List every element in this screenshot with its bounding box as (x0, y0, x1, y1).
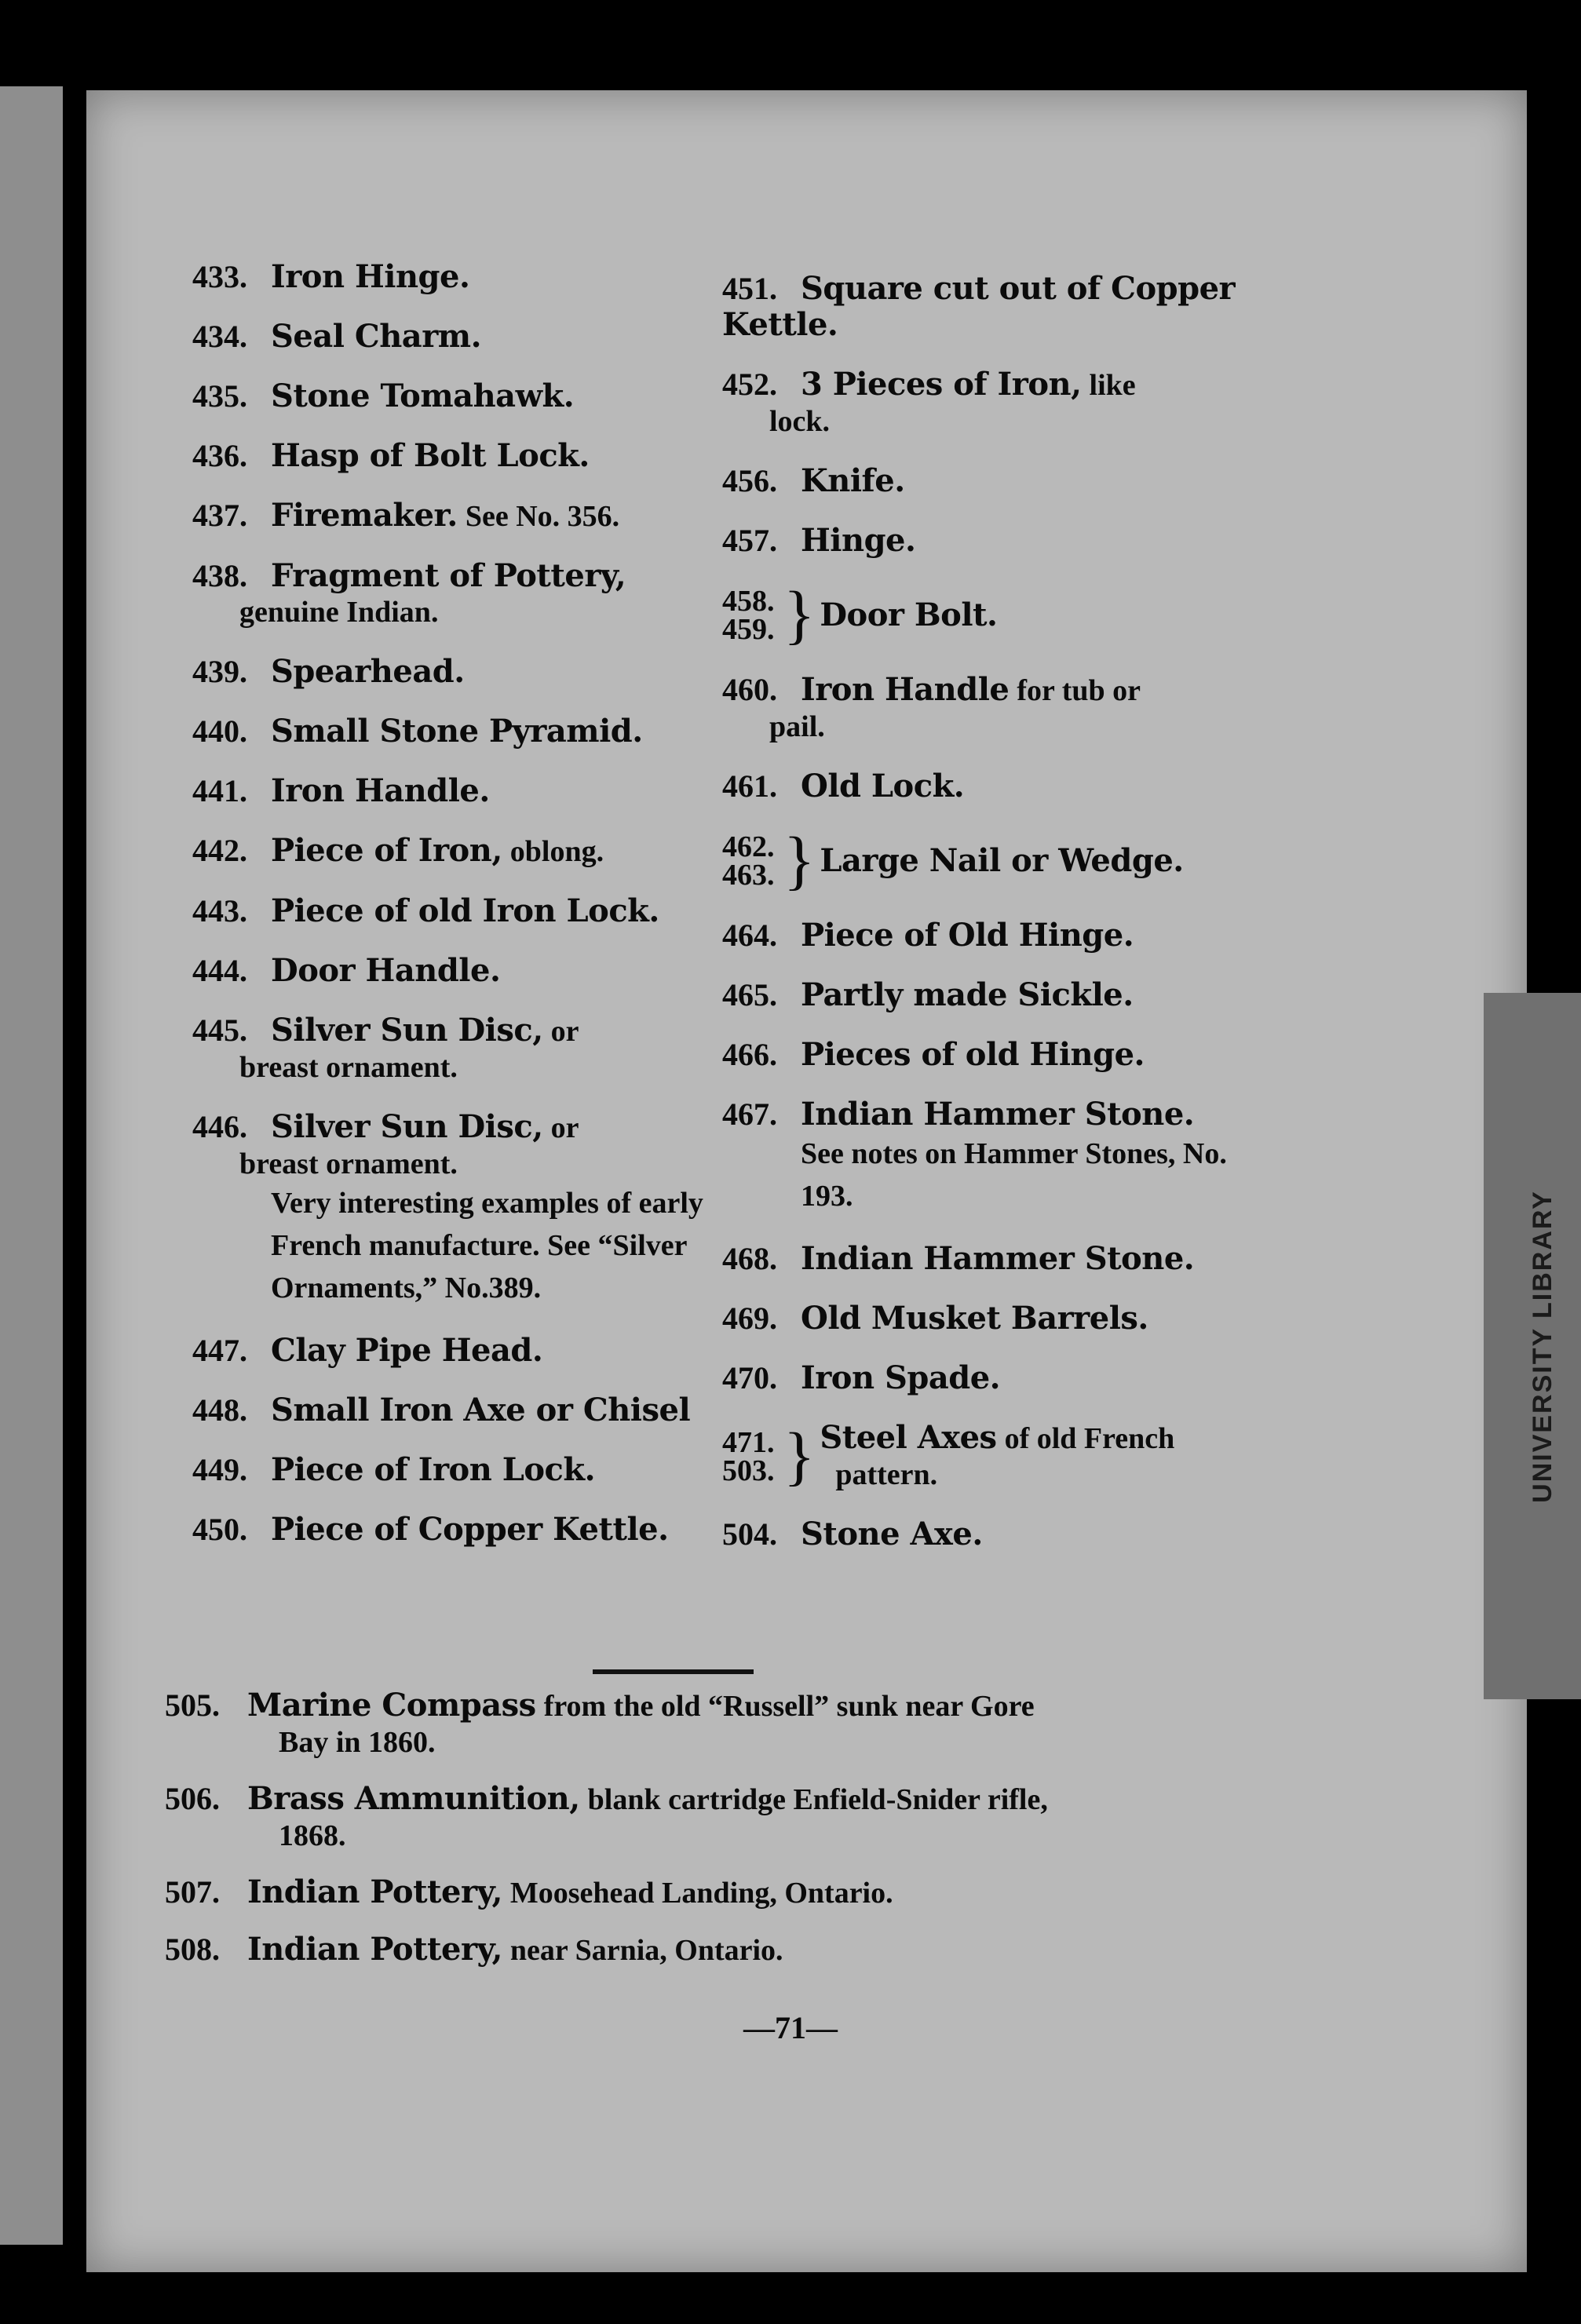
group-body (820, 843, 1183, 879)
entry-description: oblong. (509, 835, 604, 868)
entry-name: Stone Axe. (801, 1516, 983, 1552)
section-divider (593, 1669, 754, 1674)
entry-name: Hasp of Bolt Lock. (271, 437, 590, 474)
entry-name: Piece of Old Hinge. (801, 917, 1134, 954)
entry-name: Indian Hammer Stone. (801, 1096, 1195, 1133)
entry-name: Spearhead. (271, 653, 465, 690)
catalog-entry (165, 1874, 1311, 1911)
entry-number: 447. (192, 1333, 247, 1368)
entry-description: from the old “Russell” sunk near Gore (543, 1690, 1035, 1723)
entry-number: 445. (192, 1012, 247, 1048)
entry-number: 507. (165, 1874, 220, 1910)
entry-number: 443. (192, 893, 247, 929)
entry-name: Indian Pottery, (247, 1873, 502, 1910)
entry-number: 461. (722, 768, 777, 804)
entry-number: 470. (722, 1360, 777, 1395)
entry-number: 467. (722, 1096, 777, 1132)
entry-number: 458. (722, 585, 775, 618)
entry-number: 438. (192, 558, 247, 593)
catalog-entry (192, 1012, 726, 1085)
entry-number: 503. (722, 1454, 775, 1487)
catalog-entry (192, 1109, 726, 1309)
entry-number: 440. (192, 713, 247, 749)
catalog-entry (192, 1512, 726, 1548)
entry-number: 468. (722, 1241, 777, 1276)
catalog-entry (192, 378, 726, 414)
group-body (820, 597, 997, 633)
entry-name: Steel Axes (820, 1419, 997, 1456)
entry-number: 465. (722, 977, 777, 1012)
catalog-entry (192, 558, 726, 630)
entry-name: Small Stone Pyramid. (271, 713, 643, 750)
entry-description: near Sarnia, Ontario. (509, 1934, 783, 1967)
entry-name: Marine Compass (247, 1687, 536, 1724)
entry-name: Old Musket Barrels. (801, 1300, 1148, 1337)
entry-number: 460. (722, 672, 777, 707)
entry-name: 3 Pieces of Iron, (801, 366, 1082, 403)
entry-number: 442. (192, 833, 247, 868)
catalog-entry (722, 768, 1280, 804)
catalog-entry (722, 977, 1280, 1013)
catalog-entry (192, 1452, 726, 1488)
entry-description: blank cartridge Enfield-Snider rifle, (587, 1783, 1048, 1816)
entry-number: 466. (722, 1037, 777, 1072)
entry-name: Silver Sun Disc, (271, 1012, 543, 1049)
entry-continuation: 1868. (279, 1819, 346, 1852)
entry-continuation: pattern. (835, 1458, 938, 1491)
entry-continuation: lock. (769, 405, 831, 438)
spine-label-text: UNIVERSITY LIBRARY (1527, 1189, 1557, 1503)
entry-name: Door Bolt. (820, 597, 998, 633)
entry-number: 437. (192, 498, 247, 533)
entry-number: 444. (192, 953, 247, 988)
entry-continuation: breast ornament. (239, 1147, 458, 1180)
entry-name: Small Iron Axe or Chisel (271, 1392, 691, 1428)
catalog-entry (722, 1360, 1280, 1396)
catalog-entry (722, 1301, 1280, 1337)
entry-name: Pieces of old Hinge. (801, 1036, 1145, 1073)
entry-name: Brass Ammunition, (247, 1780, 580, 1817)
entry-continuation: pail. (769, 710, 825, 743)
entry-number: 506. (165, 1781, 220, 1816)
entry-number: 436. (192, 438, 247, 473)
group-body (820, 1420, 1174, 1493)
entry-name: Piece of Iron Lock. (271, 1451, 596, 1488)
entry-number: 471. (722, 1425, 775, 1459)
entry-number-range (722, 830, 783, 892)
brace-icon: } (783, 1419, 816, 1493)
entry-name: Piece of Iron, (271, 832, 502, 869)
entry-continuation: Bay in 1860. (279, 1726, 436, 1759)
entry-number: 462. (722, 830, 775, 863)
catalog-entry (192, 713, 726, 750)
catalog-entry (192, 1333, 726, 1369)
entry-number: 449. (192, 1452, 247, 1487)
entry-number: 456. (722, 463, 777, 498)
entry-number: 469. (722, 1301, 777, 1336)
entry-continuation: breast ornament. (239, 1051, 458, 1084)
entry-number: 457. (722, 523, 777, 558)
entry-name: Piece of old Iron Lock. (271, 892, 659, 929)
catalog-entry (192, 1392, 726, 1428)
catalog-entry-group (722, 1420, 1280, 1493)
entry-number: 505. (165, 1687, 220, 1723)
catalog-entry (722, 271, 1280, 343)
entry-name: Door Handle. (271, 952, 501, 989)
entry-name: Firemaker. (271, 497, 458, 534)
entry-name: Square cut out of Copper Kettle. (722, 270, 1236, 343)
page-number: —71— (743, 2010, 838, 2045)
catalog-entry (722, 672, 1280, 745)
entry-name: Hinge. (801, 522, 916, 559)
entry-note: Very interesting examples of early French manufacture. See “Silver Ornaments,” No.389. (271, 1187, 703, 1304)
catalog-entry (192, 893, 726, 929)
catalog-entry (192, 319, 726, 355)
spine-label (1519, 1009, 1566, 1684)
catalog-entry-group (722, 824, 1280, 897)
entry-name: Knife. (801, 462, 905, 499)
catalog-entry (722, 523, 1280, 559)
catalog-entry (722, 918, 1280, 954)
entry-number-range (722, 587, 783, 644)
entry-description: for tub or (1017, 674, 1141, 707)
catalog-entry (192, 833, 726, 870)
catalog-entry (192, 773, 726, 809)
entry-name: Silver Sun Disc, (271, 1108, 543, 1145)
entry-description: or (550, 1111, 579, 1144)
entry-number: 451. (722, 271, 777, 306)
entry-name: Large Nail or Wedge. (820, 842, 1184, 879)
catalog-entry (165, 1781, 1311, 1854)
catalog-entry (192, 259, 726, 295)
entry-number: 464. (722, 918, 777, 953)
entry-number: 446. (192, 1109, 247, 1144)
entry-number: 441. (192, 773, 247, 808)
catalog-entry (192, 438, 726, 474)
left-column (192, 259, 726, 1571)
entry-name: Iron Handle. (271, 772, 490, 809)
entry-description: like (1089, 369, 1136, 402)
entry-number: 439. (192, 654, 247, 689)
entry-continuation: genuine Indian. (239, 596, 439, 629)
entry-name: Iron Hinge. (271, 258, 470, 295)
catalog-entry (165, 1687, 1311, 1760)
bottom-entries (165, 1687, 1311, 1989)
entry-description: Moosehead Landing, Ontario. (509, 1877, 893, 1910)
entry-description: of old French (1004, 1422, 1175, 1455)
entry-number: 448. (192, 1392, 247, 1428)
entry-name: Indian Hammer Stone. (801, 1240, 1195, 1277)
entry-number: 508. (165, 1932, 220, 1967)
catalog-entry (165, 1932, 1311, 1968)
entry-name: Fragment of Pottery, (271, 557, 626, 594)
entry-number: 463. (722, 859, 775, 892)
entry-name: Old Lock. (801, 768, 965, 804)
catalog-entry (722, 1516, 1280, 1552)
catalog-entry (192, 498, 726, 534)
catalog-entry (722, 1096, 1280, 1217)
entry-number-range (722, 1425, 783, 1487)
entry-name: Piece of Copper Kettle. (271, 1511, 669, 1548)
entry-number: 452. (722, 367, 777, 402)
entry-number: 504. (722, 1516, 777, 1552)
catalog-entry (192, 953, 726, 989)
entry-number: 434. (192, 319, 247, 354)
brace-icon: } (783, 824, 816, 897)
catalog-entry-group (722, 578, 1280, 651)
facing-page-edge (0, 86, 63, 2245)
entry-description: or (550, 1015, 579, 1048)
entry-number: 433. (192, 259, 247, 294)
entry-description: See No. 356. (465, 500, 620, 533)
entry-number: 450. (192, 1512, 247, 1547)
entry-note: See notes on Hammer Stones, No. 193. (801, 1137, 1227, 1213)
entry-number: 459. (722, 613, 775, 646)
entry-name: Clay Pipe Head. (271, 1332, 543, 1369)
entry-name: Indian Pottery, (247, 1931, 502, 1968)
entry-name: Iron Spade. (801, 1359, 1001, 1396)
catalog-entry (722, 1241, 1280, 1277)
catalog-entry (192, 654, 726, 690)
entry-name: Iron Handle (801, 671, 1010, 708)
catalog-entry (722, 367, 1280, 440)
entry-name: Partly made Sickle. (801, 976, 1134, 1013)
catalog-entry (722, 1037, 1280, 1073)
right-column (722, 271, 1280, 1576)
entry-number: 435. (192, 378, 247, 414)
brace-icon: } (783, 578, 816, 651)
entry-name: Seal Charm. (271, 318, 482, 355)
entry-name: Stone Tomahawk. (271, 378, 575, 414)
catalog-entry (722, 463, 1280, 499)
